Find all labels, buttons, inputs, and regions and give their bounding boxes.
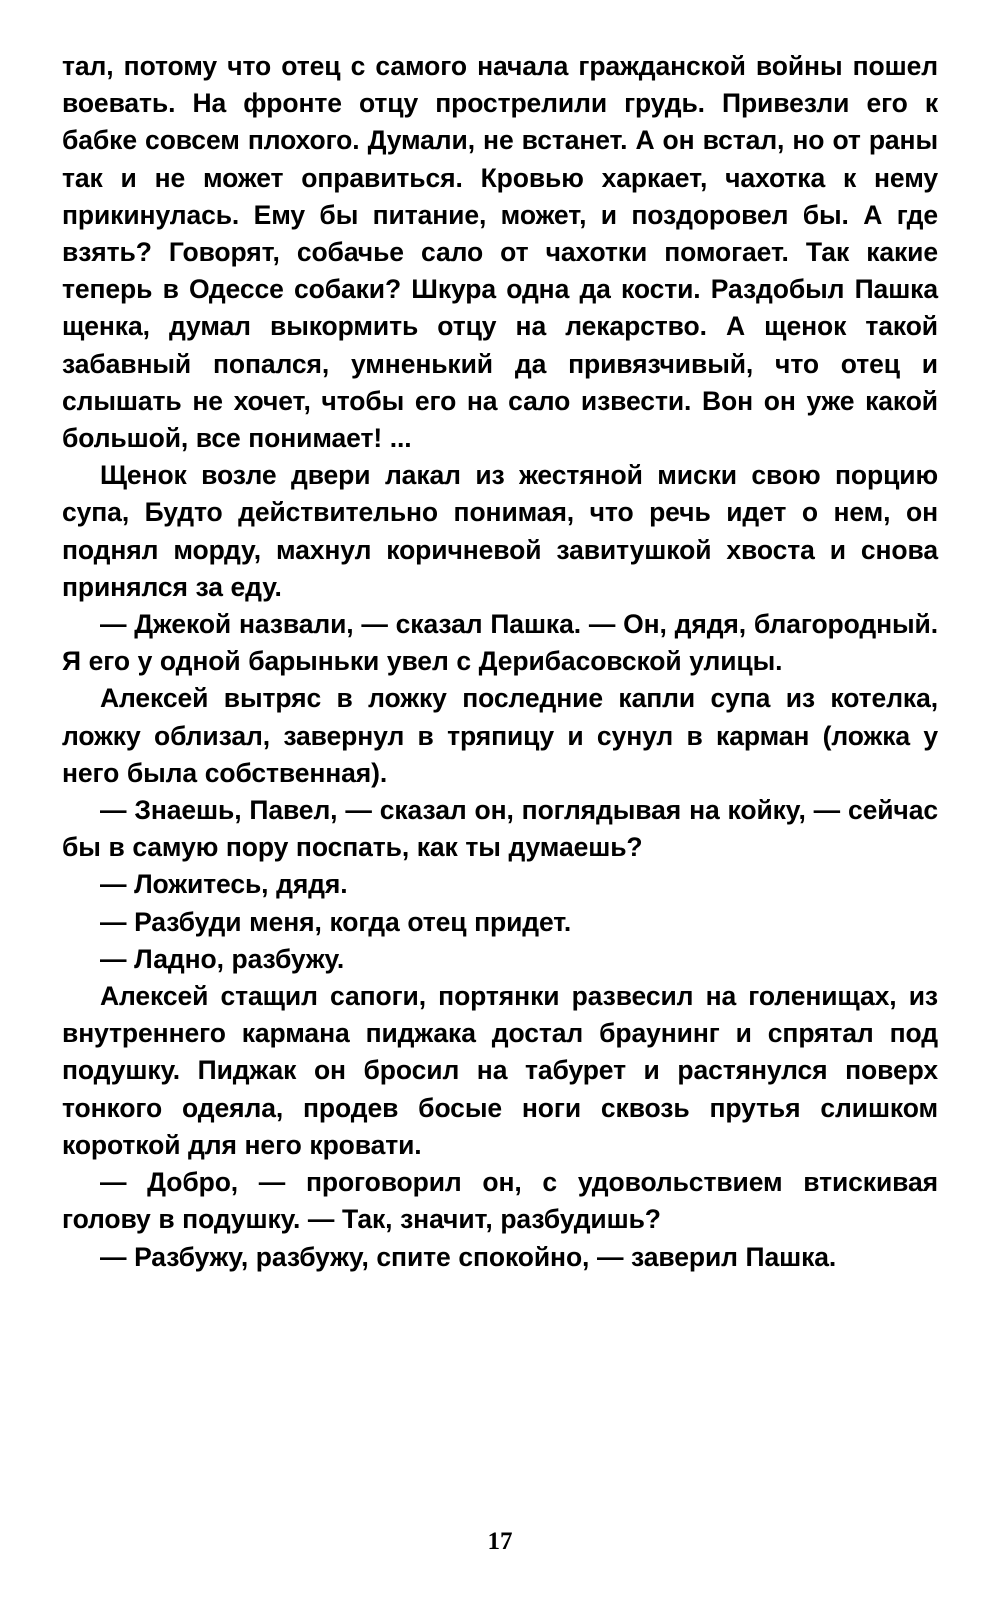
paragraph: Алексей вытряс в ложку последние капли супа из котелка, ложку облизал, завернул в тряпицу и сунул в карман (ложка у него была собственная). (62, 683, 938, 788)
paragraph: — Ладно, разбужу. (100, 943, 345, 974)
paragraph: — Знаешь, Павел, — сказал он, поглядывая на койку, — сейчас бы в самую пору поспать, как ты думаешь? (62, 795, 938, 863)
paragraph: — Ложитесь, дядя. (100, 869, 348, 900)
paragraph: тал, потому что отец с самого начала гражданской войны пошел воевать. На фронте отцу прострелили грудь. Привезли его к бабке совсем плохого. Думали, не встанет. А он встал, но от раны так и не может оправиться. Кровью харкает, чахотка к нему прикинулась. Ему бы питание, может, и поздоровел бы. А где взять? Говорят, собачье сало от чахотки помогает. Так какие теперь в Одессе собаки? Шкура одна да кости. Раздобыл Пашка щенка, думал выкормить отцу на лекарство. А щенок такой забавный попался, умненький да привязчивый, что отец и слышать не хочет, чтобы его на сало извести. Вон он уже какой большой, все понимает! ... (62, 51, 938, 454)
paragraph: — Разбуди меня, когда отец придет. (100, 906, 572, 937)
paragraph: — Разбужу, разбужу, спите спокойно, — заверил Пашка. (100, 1241, 837, 1272)
paragraph: Алексей стащил сапоги, портянки развесил на голенищах, из внутреннего кармана пиджака достал браунинг и спрятал под подушку. Пиджак он бросил на табурет и растянулся поверх тонкого одеяла, продев босые ноги сквозь прутья слишком короткой для него кровати. (62, 981, 938, 1160)
paragraph: — Добро, — проговорил он, с удовольствием втискивая голову в подушку. — Так, значит, разбудишь? (62, 1167, 938, 1235)
page-text-body (62, 48, 938, 1276)
paragraph: — Джекой назвали, — сказал Пашка. — Он, дядя, благородный. Я его у одной барыньки увел с Дерибасовской улицы. (62, 609, 938, 677)
page-number: 17 (487, 1528, 513, 1555)
paragraph: Щенок возле двери лакал из жестяной миски свою порцию супа, Будто действительно понимая, что речь идет о нем, он поднял морду, махнул коричневой завитушкой хвоста и снова принялся за еду. (62, 460, 938, 602)
